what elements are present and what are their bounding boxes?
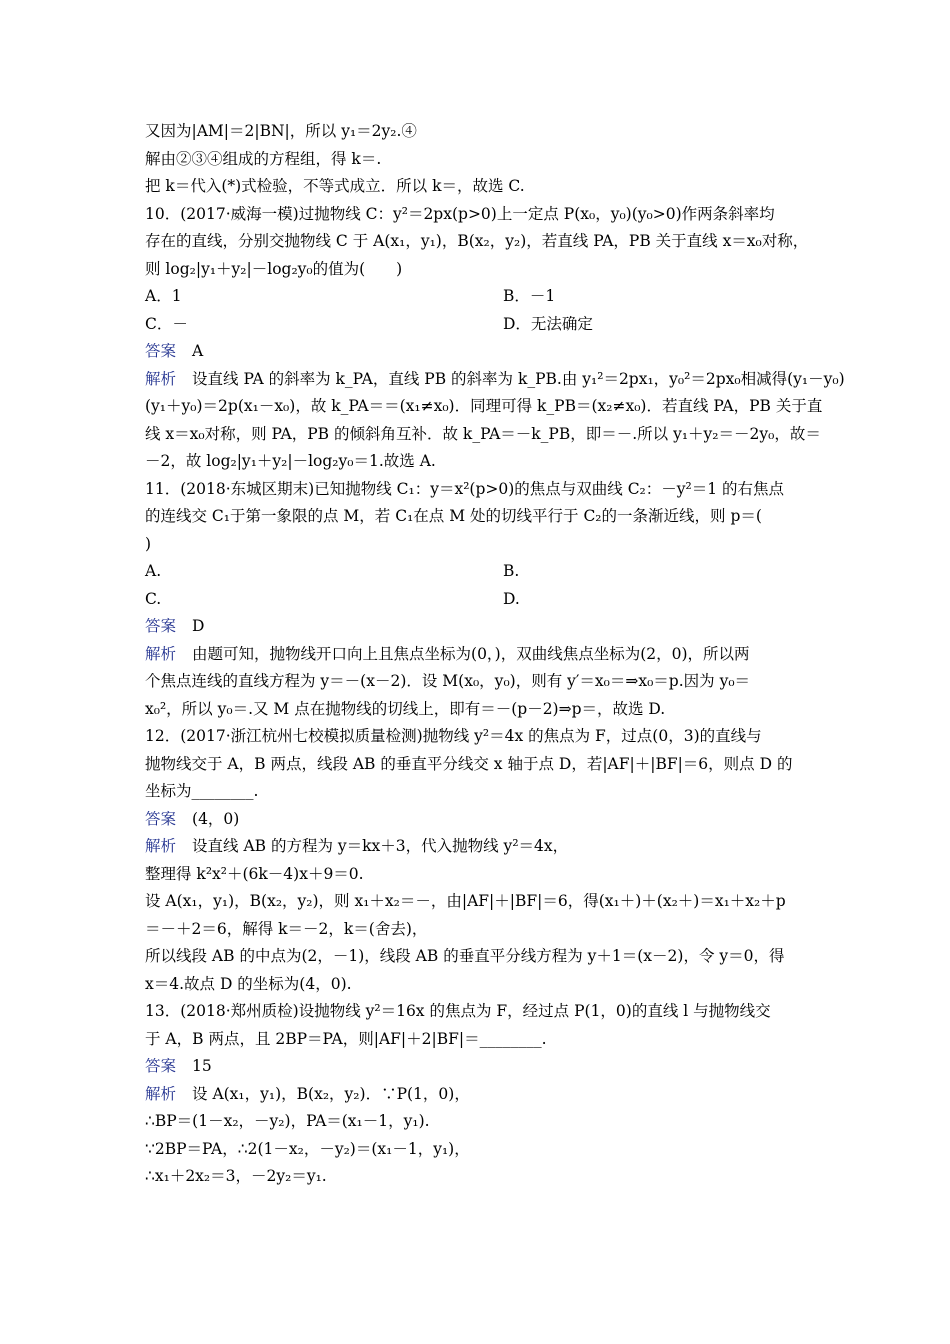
- answer-label: 答案: [145, 809, 177, 828]
- analysis-label: 解析: [145, 1084, 177, 1103]
- document-body: [145, 118, 845, 1191]
- analysis-label: 解析: [145, 644, 177, 663]
- option-b: B．－1: [503, 287, 556, 305]
- question-10-stem: 存在的直线，分别交抛物线 C 于 A(x₁，y₁)，B(x₂，y₂)，若直线 PA，PB 关于直线 x＝x₀对称，: [145, 232, 809, 250]
- analysis-text: 所以线段 AB 的中点为(2，－1)，线段 AB 的垂直平分线方程为 y＋1＝(x－2)，令 y＝0，得: [145, 947, 785, 965]
- answer-value: A: [192, 342, 204, 360]
- answer-label: 答案: [145, 1057, 177, 1075]
- analysis-text: x＝4.故点 D 的坐标为(4，0).: [145, 974, 352, 993]
- analysis-text: ＝－＋2＝6，解得 k＝－2，k＝(舍去)，: [145, 919, 428, 938]
- analysis-text: 个焦点连线的直线方程为 y＝－(x－2)．设 M(x₀，y₀)，则有 y′＝x₀＝⇒x₀＝p.因为 y₀＝: [145, 672, 751, 690]
- analysis-line: [145, 641, 825, 669]
- answer-value: (4，0): [192, 809, 240, 828]
- option-c: C．－: [145, 314, 188, 333]
- option-d: D.: [503, 589, 520, 608]
- analysis-text: 设直线 PA 的斜率为 k_PA，直线 PB 的斜率为 k_PB.由 y₁²＝2px₁，y₀²＝2px₀相减得(y₁－y₀): [192, 369, 845, 388]
- question-11-stem: 的连线交 C₁于第一象限的点 M，若 C₁在点 M 处的切线平行于 C₂的一条渐近线，则 p＝(: [145, 507, 762, 525]
- option-c: C.: [145, 589, 162, 608]
- analysis-text: ∴x₁＋2x₂＝3，－2y₂＝y₁.: [145, 1167, 327, 1185]
- analysis-text: 设 A(x₁，y₁)，B(x₂，y₂)．∵P(1，0)，: [192, 1084, 470, 1103]
- analysis-line: [145, 833, 825, 861]
- analysis-label: 解析: [145, 369, 177, 388]
- answer-value: 15: [192, 1057, 212, 1075]
- question-10-stem: 10．(2017·威海一模)过抛物线 C：y²＝2px(p>0)上一定点 P(x₀，y₀)(y₀>0)作两条斜率均: [145, 204, 775, 223]
- option-a: A．1: [145, 287, 182, 305]
- option-b: B.: [503, 562, 520, 580]
- text-line: 解由②③④组成的方程组，得 k＝.: [145, 149, 382, 168]
- question-10-options-ab: [145, 283, 825, 311]
- answer-label: 答案: [145, 617, 177, 635]
- option-a: A.: [145, 562, 162, 580]
- analysis-text: ∵2BP＝PA，∴2(1－x₂，－y₂)＝(x₁－1，y₁)，: [145, 1139, 470, 1158]
- question-13-stem: 13．(2018·郑州质检)设抛物线 y²＝16x 的焦点为 F，经过点 P(1，0)的直线 l 与抛物线交: [145, 1002, 771, 1020]
- analysis-line: [145, 366, 845, 394]
- analysis-label: 解析: [145, 837, 177, 855]
- analysis-text: 设 A(x₁，y₁)，B(x₂，y₂)，则 x₁＋x₂＝－，由|AF|＋|BF|＝6，得(x₁＋)＋(x₂＋)＝x₁＋x₂＋p: [145, 892, 786, 910]
- question-12-stem: 坐标为________.: [145, 782, 259, 800]
- analysis-text: 线 x＝x₀对称，则 PA，PB 的倾斜角互补．故 k_PA＝－k_PB，即＝－.所以 y₁＋y₂＝－2y₀，故＝: [145, 424, 821, 443]
- question-13-stem: 于 A，B 两点，且 2BP＝PA，则|AF|＋2|BF|＝________.: [145, 1029, 547, 1048]
- question-11-stem: 11．(2018·东城区期末)已知抛物线 C₁：y＝x²(p>0)的焦点与双曲线 C₂：－y²＝1 的右焦点: [145, 479, 785, 498]
- question-11-options-cd: [145, 586, 825, 614]
- question-10-stem: 则 log₂|y₁＋y₂|－log₂y₀的值为( ): [145, 259, 403, 278]
- question-10-options-cd: [145, 311, 825, 339]
- text-line: 又因为|AM|＝2|BN|，所以 y₁＝2y₂.④: [145, 122, 417, 140]
- answer-line: [145, 613, 825, 641]
- answer-line: [145, 1053, 825, 1081]
- answer-line: [145, 338, 825, 366]
- analysis-text: 由题可知，抛物线开口向上且焦点坐标为(0，)，双曲线焦点坐标为(2，0)，所以两: [192, 644, 750, 663]
- option-d: D．无法确定: [503, 314, 593, 333]
- analysis-text: 整理得 k²x²＋(6k－4)x＋9＝0.: [145, 864, 364, 883]
- answer-value: D: [192, 617, 205, 635]
- analysis-text: 设直线 AB 的方程为 y＝kx＋3，代入抛物线 y²＝4x，: [192, 837, 569, 855]
- analysis-line: [145, 1081, 825, 1109]
- question-11-stem: ): [145, 534, 152, 553]
- text-line: 把 k＝代入(*)式检验，不等式成立．所以 k＝，故选 C.: [145, 177, 525, 195]
- question-12-stem: 抛物线交于 A，B 两点，线段 AB 的垂直平分线交 x 轴于点 D，若|AF|＋|BF|＝6，则点 D 的: [145, 754, 793, 773]
- analysis-text: －2，故 log₂|y₁＋y₂|－log₂y₀＝1.故选 A.: [145, 452, 436, 470]
- question-11-options-ab: [145, 558, 825, 586]
- question-12-stem: 12．(2017·浙江杭州七校模拟质量检测)抛物线 y²＝4x 的焦点为 F，过点(0，3)的直线与: [145, 727, 762, 745]
- analysis-text: x₀²，所以 y₀＝.又 M 点在抛物线的切线上，即有＝－(p－2)⇒p＝，故选 D.: [145, 699, 666, 718]
- analysis-text: ∴BP＝(1－x₂，－y₂)，PA＝(x₁－1，y₁).: [145, 1112, 430, 1130]
- analysis-text: (y₁＋y₀)＝2p(x₁－x₀)，故 k_PA＝＝(x₁≠x₀)．同理可得 k_PB＝(x₂≠x₀)．若直线 PA，PB 关于直: [145, 397, 823, 415]
- answer-line: [145, 806, 825, 834]
- answer-label: 答案: [145, 342, 177, 360]
